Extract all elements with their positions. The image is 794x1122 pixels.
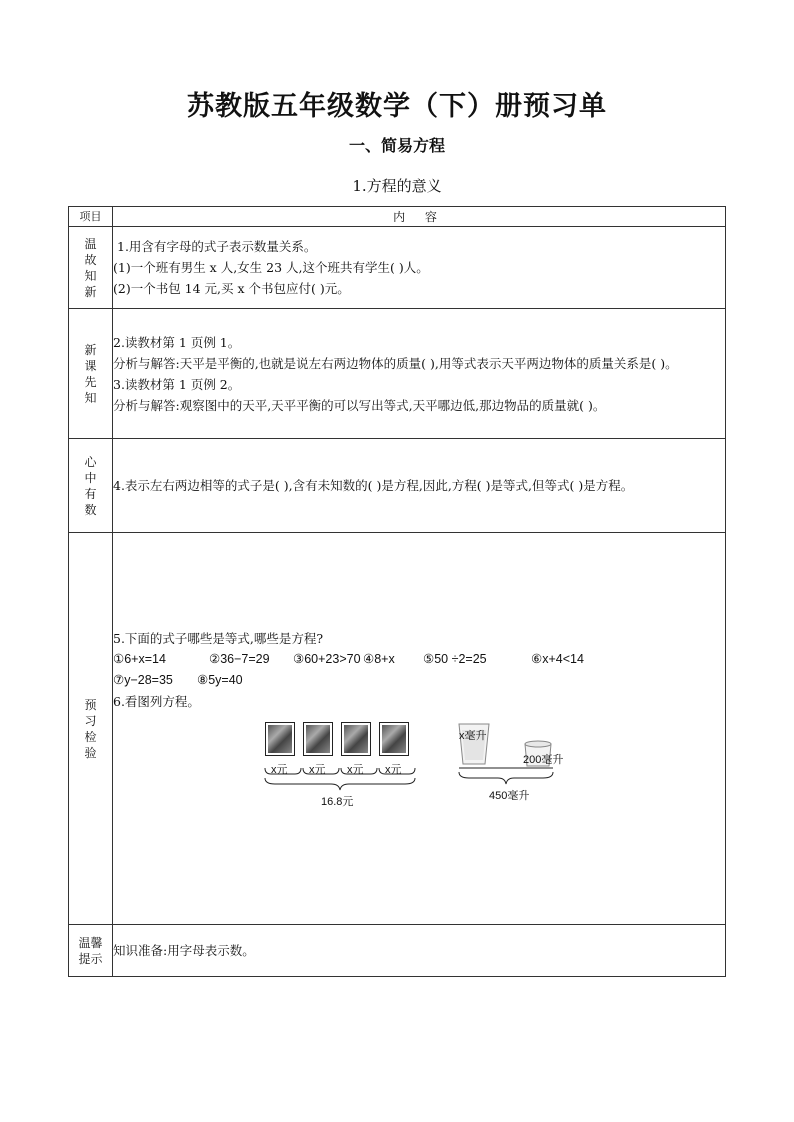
section-label-char: 知 xyxy=(84,268,97,283)
choice-4: ④8+x xyxy=(363,651,395,666)
section-label-char: 故 xyxy=(84,252,97,267)
new-line-4: 分析与解答:观察图中的天平,天平平衡的可以写出等式,天平哪边低,那边物品的质量就( )。 xyxy=(113,397,606,413)
choices-row-2 xyxy=(113,670,725,691)
section-label-char: 课 xyxy=(84,358,97,373)
section-label-char: 习 xyxy=(84,713,97,728)
cup-small-label: 200毫升 xyxy=(523,753,564,766)
total-volume-label: 450毫升 xyxy=(489,789,530,802)
lesson-title: 1.方程的意义 xyxy=(352,177,442,195)
section-label-review xyxy=(69,227,113,309)
section-label-char: 检 xyxy=(84,729,97,744)
section-label-char: 验 xyxy=(84,745,97,760)
section-label-new xyxy=(69,309,113,439)
chapter-title: 一、简易方程 xyxy=(348,136,445,155)
price-label-3: x元 xyxy=(347,763,364,776)
review-line-3: (2)一个书包 14 元,买 x 个书包应付( )元。 xyxy=(113,281,350,296)
section-tips xyxy=(69,925,726,977)
section-label-mind xyxy=(69,439,113,533)
price-label-4: x元 xyxy=(385,763,402,776)
section-review xyxy=(69,227,726,309)
price-label-2: x元 xyxy=(309,763,326,776)
new-line-2: 分析与解答:天平是平衡的,也就是说左右两边物体的质量( ),用等式表示天平两边物体的质量关系是( )。 xyxy=(113,355,678,371)
choice-1: ①6+x=14 xyxy=(113,651,166,666)
choices-row-1 xyxy=(113,649,725,670)
section-label-char: 数 xyxy=(84,502,97,517)
section-label-char: 温馨 xyxy=(78,935,103,950)
q5-text: 5.下面的式子哪些是等式,哪些是方程? xyxy=(113,630,324,646)
section-label-char: 知 xyxy=(84,390,97,405)
tips-line-1: 知识准备:用字母表示数。 xyxy=(113,943,255,958)
section-new xyxy=(69,309,726,439)
figure-braces xyxy=(113,720,753,830)
section-mind xyxy=(69,439,726,533)
page-title: 苏教版五年级数学（下）册预习单 xyxy=(187,91,607,122)
section-content-mind xyxy=(113,439,726,533)
section-label-char: 温 xyxy=(84,236,97,251)
price-label-1: x元 xyxy=(271,763,288,776)
review-line-1: 1.用含有字母的式子表示数量关系。 xyxy=(117,239,317,254)
table-header-row xyxy=(69,207,726,227)
section-label-char: 提示 xyxy=(78,951,103,966)
choice-8: ⑧5y=40 xyxy=(197,672,243,687)
section-label-char: 新 xyxy=(84,284,97,299)
section-check xyxy=(69,533,726,925)
section-label-check xyxy=(69,533,113,925)
header-content: 内 容 xyxy=(113,207,726,227)
choice-6: ⑥x+4<14 xyxy=(531,651,584,666)
section-content-tips xyxy=(113,925,726,977)
header-item: 项目 xyxy=(69,207,113,227)
q6-text: 6.看图列方程。 xyxy=(113,693,200,709)
new-line-3: 3.读教材第 1 页例 2。 xyxy=(113,376,241,392)
worksheet-table xyxy=(68,206,726,977)
section-label-char: 中 xyxy=(84,470,97,485)
total-price-label: 16.8元 xyxy=(321,795,354,808)
equation-figures xyxy=(113,720,725,830)
choice-5: ⑤50 ÷2=25 xyxy=(423,651,487,666)
section-label-char: 先 xyxy=(84,374,97,389)
section-content-new xyxy=(113,309,726,439)
section-label-char: 有 xyxy=(84,486,97,501)
section-content-review xyxy=(113,227,726,309)
choice-3: ③60+23>70 xyxy=(293,651,361,666)
review-line-2: (1)一个班有男生 x 人,女生 23 人,这个班共有学生( )人。 xyxy=(113,260,429,275)
section-label-char: 预 xyxy=(84,697,97,712)
choice-2: ②36−7=29 xyxy=(209,651,270,666)
section-content-check xyxy=(113,533,726,925)
mind-line-1: 4.表示左右两边相等的式子是( ),含有未知数的( )是方程,因此,方程( )是等式,但等式( )是方程。 xyxy=(113,478,634,493)
cup-big-label: x毫升 xyxy=(459,729,487,742)
section-label-char: 心 xyxy=(84,454,97,469)
choice-7: ⑦y−28=35 xyxy=(113,672,173,687)
new-line-1: 2.读教材第 1 页例 1。 xyxy=(113,334,241,350)
section-label-char: 新 xyxy=(84,342,97,357)
section-label-tips xyxy=(69,925,113,977)
